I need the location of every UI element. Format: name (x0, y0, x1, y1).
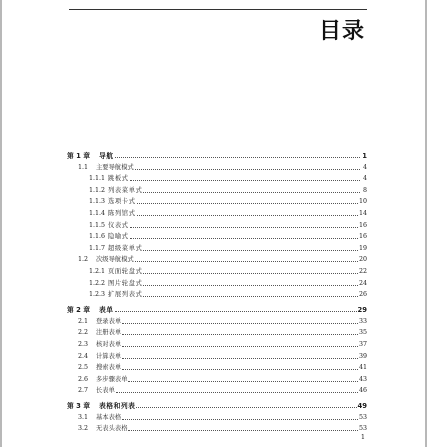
toc-entry[interactable] (67, 230, 367, 242)
toc-entry[interactable] (67, 264, 367, 276)
toc-entry-number: 第 2 章 (67, 306, 91, 315)
toc-entry-number: 2.6 (78, 375, 89, 383)
dot-leader (115, 311, 357, 312)
toc-entry-label: 核对表单 (96, 340, 122, 348)
toc-entry-number: 1.2.3 (89, 291, 106, 299)
toc-entry-page: 1 (362, 152, 367, 160)
toc-entry-number: 2.7 (78, 387, 89, 395)
toc-entry-label: 图片轮盘式 (108, 279, 143, 287)
dot-leader (122, 323, 358, 324)
toc-entry-label: 仪表式 (108, 221, 129, 229)
toc-entry[interactable] (67, 276, 367, 288)
header-rule (69, 9, 367, 10)
toc-entry-page: 26 (358, 291, 367, 299)
toc-entry-label: 扩展列表式 (108, 291, 143, 299)
dot-leader (137, 203, 358, 204)
toc-entry-label: 隐喻式 (108, 233, 129, 241)
toc-entry[interactable] (67, 172, 367, 184)
toc-entry-number: 2.4 (78, 352, 89, 360)
toc-entry-number: 1.2 (78, 256, 89, 264)
toc-entry-page: 33 (358, 317, 367, 325)
toc-entry-label: 次级导航模式 (96, 256, 134, 264)
toc-entry-number: 2.3 (78, 340, 89, 348)
dot-leader (130, 238, 358, 239)
toc-entry-number: 1.2.1 (89, 267, 106, 275)
toc-entry-label: 搜索表单 (96, 364, 122, 372)
dot-leader (116, 392, 358, 393)
page-title: 目录 (318, 19, 365, 44)
toc-entry-page: 29 (357, 306, 367, 315)
dot-leader (135, 261, 358, 262)
toc-entry-number: 1.1.3 (89, 198, 106, 206)
toc-entry-page: 4 (362, 163, 367, 171)
dot-leader (143, 273, 358, 274)
toc-entry[interactable] (67, 395, 367, 410)
toc-entry-number: 1.1.4 (89, 209, 106, 217)
toc-entry-page: 16 (358, 221, 367, 229)
toc-entry[interactable] (67, 148, 367, 160)
toc-entry[interactable] (67, 372, 367, 384)
dot-leader (128, 430, 358, 431)
footer-page-number: 1 (360, 433, 365, 441)
toc-entry-number: 2.1 (78, 317, 89, 325)
toc-entry-page: 24 (358, 279, 367, 287)
toc-entry-label: 陈列馆式 (108, 209, 136, 217)
toc-entry[interactable] (67, 253, 367, 265)
toc-entry-label: 长表单 (96, 387, 115, 395)
dot-leader (137, 215, 358, 216)
toc-entry-number: 3.2 (78, 425, 89, 433)
toc-entry-label: 登录表单 (96, 317, 122, 325)
toc-entry-page: 46 (358, 387, 367, 395)
toc-entry[interactable] (67, 422, 367, 434)
toc-entry-number: 2.5 (78, 364, 89, 372)
dot-leader (143, 285, 358, 286)
dot-leader (130, 180, 360, 181)
toc-entry-label: 计算表单 (96, 352, 122, 360)
toc-entry-page: 49 (357, 402, 367, 411)
dot-leader (122, 358, 358, 359)
table-of-contents (67, 148, 367, 433)
toc-entry-label: 超级菜单式 (108, 244, 143, 252)
toc-entry-label: 跳板式 (108, 175, 129, 183)
toc-entry-label: 表格和列表 (99, 402, 136, 411)
toc-entry-label: 页面轮盘式 (108, 267, 143, 275)
toc-entry-number: 1.1.2 (89, 186, 106, 194)
dot-leader (122, 419, 358, 420)
toc-entry-page: 22 (358, 267, 367, 275)
toc-entry-label: 列表菜单式 (108, 186, 143, 194)
toc-entry-label: 选项卡式 (108, 198, 136, 206)
toc-entry-page: 39 (358, 352, 367, 360)
toc-entry-page: 53 (358, 413, 367, 421)
toc-entry-number: 3.1 (78, 413, 89, 421)
toc-entry[interactable] (67, 384, 367, 396)
toc-entry-page: 10 (358, 198, 367, 206)
toc-entry-number: 1.1.5 (89, 221, 106, 229)
toc-entry[interactable] (67, 218, 367, 230)
toc-entry[interactable] (67, 337, 367, 349)
toc-entry-page: 20 (358, 256, 367, 264)
toc-entry-page: 16 (358, 233, 367, 241)
toc-entry-label: 主要导航模式 (96, 163, 134, 171)
toc-entry-number: 2.2 (78, 329, 89, 337)
dot-leader (135, 169, 360, 170)
toc-entry-label: 多步骤表单 (96, 375, 128, 383)
toc-entry[interactable] (67, 314, 367, 326)
toc-entry-page: 35 (358, 329, 367, 337)
toc-entry[interactable] (67, 195, 367, 207)
toc-entry[interactable] (67, 206, 367, 218)
dot-leader (128, 381, 358, 382)
page-edge-left (0, 0, 2, 447)
dot-leader (122, 334, 358, 335)
toc-entry[interactable] (67, 299, 367, 314)
toc-entry[interactable] (67, 160, 367, 172)
toc-entry-number: 第 3 章 (67, 402, 91, 411)
toc-entry[interactable] (67, 361, 367, 373)
toc-entry-number: 1.2.2 (89, 279, 106, 287)
toc-entry[interactable] (67, 410, 367, 422)
toc-entry-number: 第 1 章 (67, 152, 91, 160)
dot-leader (122, 369, 358, 370)
toc-entry[interactable] (67, 241, 367, 253)
toc-entry-label: 导航 (99, 152, 114, 160)
toc-entry-page: 19 (358, 244, 367, 252)
dot-leader (136, 407, 356, 408)
toc-entry-label: 基本表格 (96, 413, 122, 421)
dot-leader (143, 192, 360, 193)
toc-entry-number: 1.1.6 (89, 233, 106, 241)
toc-entry-label: 注册表单 (96, 329, 122, 337)
dot-leader (122, 346, 358, 347)
dot-leader (143, 296, 358, 297)
toc-entry-page: 41 (358, 364, 367, 372)
toc-entry-page: 4 (362, 175, 367, 183)
toc-entry[interactable] (67, 326, 367, 338)
toc-entry-number: 1.1 (78, 163, 89, 171)
dot-leader (143, 250, 358, 251)
toc-entry-page: 53 (358, 425, 367, 433)
toc-entry-number: 1.1.7 (89, 244, 106, 252)
dot-leader (130, 227, 358, 228)
toc-entry-page: 43 (358, 375, 367, 383)
toc-entry[interactable] (67, 288, 367, 300)
toc-entry[interactable] (67, 183, 367, 195)
toc-entry-number: 1.1.1 (89, 175, 106, 183)
toc-entry[interactable] (67, 349, 367, 361)
toc-entry-label: 无表头表格 (96, 425, 128, 433)
toc-entry-page: 14 (358, 209, 367, 217)
toc-entry-label: 表单 (99, 306, 114, 315)
toc-entry-page: 8 (362, 186, 367, 194)
toc-entry-page: 37 (358, 340, 367, 348)
dot-leader (115, 157, 360, 158)
